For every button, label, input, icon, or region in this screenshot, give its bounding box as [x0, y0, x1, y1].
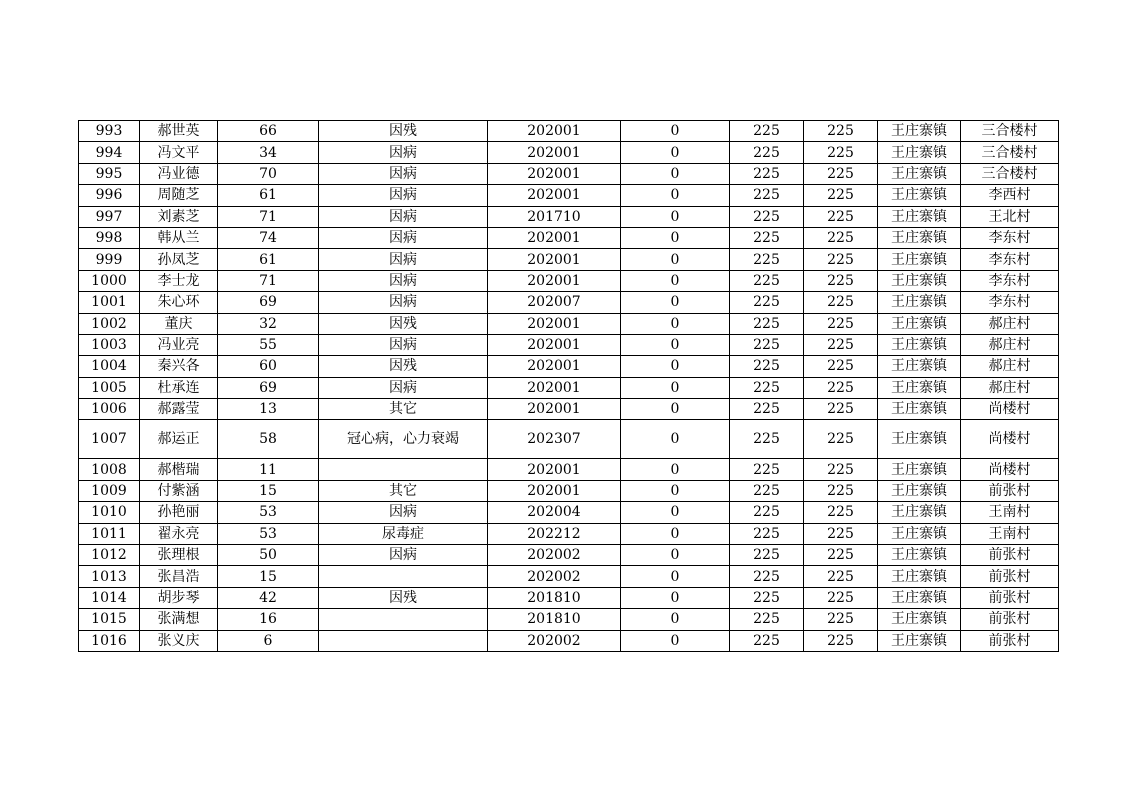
- cell-value-a: 0: [621, 292, 730, 313]
- table-row: [79, 459, 1059, 480]
- cell-start-date: 202007: [488, 292, 621, 313]
- cell-serial-number: 993: [79, 121, 140, 142]
- cell-start-date: 202001: [488, 185, 621, 206]
- roster-table-body: [79, 121, 1059, 652]
- cell-reason: [319, 566, 488, 587]
- cell-value-a: 0: [621, 523, 730, 544]
- cell-person-name: 郝楷瑞: [140, 459, 218, 480]
- table-row: [79, 313, 1059, 334]
- cell-start-date: 202001: [488, 459, 621, 480]
- cell-value-c: 225: [804, 459, 878, 480]
- cell-person-name: 冯文平: [140, 142, 218, 163]
- cell-person-name: 冯业亮: [140, 334, 218, 355]
- cell-reason: 其它: [319, 399, 488, 420]
- table-row: [79, 249, 1059, 270]
- cell-start-date: 202212: [488, 523, 621, 544]
- cell-serial-number: 996: [79, 185, 140, 206]
- cell-value-c: 225: [804, 270, 878, 291]
- cell-serial-number: 1000: [79, 270, 140, 291]
- cell-start-date: 202002: [488, 566, 621, 587]
- cell-village: 尚楼村: [961, 459, 1059, 480]
- cell-serial-number: 1004: [79, 356, 140, 377]
- cell-value-a: 0: [621, 480, 730, 501]
- cell-person-name: 董庆: [140, 313, 218, 334]
- cell-value-a: 0: [621, 502, 730, 523]
- table-row: [79, 420, 1059, 459]
- cell-age: 15: [218, 566, 319, 587]
- cell-age: 11: [218, 459, 319, 480]
- cell-town: 王庄寨镇: [878, 356, 961, 377]
- cell-reason: 冠心病，心力衰竭: [319, 420, 488, 459]
- cell-village: 王南村: [961, 502, 1059, 523]
- cell-value-c: 225: [804, 587, 878, 608]
- cell-start-date: 202001: [488, 399, 621, 420]
- cell-value-c: 225: [804, 142, 878, 163]
- cell-value-c: 225: [804, 609, 878, 630]
- cell-reason: [319, 459, 488, 480]
- cell-reason: 因残: [319, 356, 488, 377]
- cell-value-b: 225: [730, 377, 804, 398]
- cell-start-date: 202001: [488, 313, 621, 334]
- cell-value-a: 0: [621, 587, 730, 608]
- cell-town: 王庄寨镇: [878, 480, 961, 501]
- cell-serial-number: 1006: [79, 399, 140, 420]
- cell-person-name: 刘素芝: [140, 206, 218, 227]
- cell-serial-number: 1002: [79, 313, 140, 334]
- cell-town: 王庄寨镇: [878, 313, 961, 334]
- cell-value-c: 225: [804, 227, 878, 248]
- cell-person-name: 胡步琴: [140, 587, 218, 608]
- cell-value-b: 225: [730, 545, 804, 566]
- table-row: [79, 566, 1059, 587]
- table-row: [79, 545, 1059, 566]
- cell-value-c: 225: [804, 334, 878, 355]
- cell-value-b: 225: [730, 480, 804, 501]
- cell-serial-number: 1008: [79, 459, 140, 480]
- cell-reason: 因病: [319, 334, 488, 355]
- cell-serial-number: 1003: [79, 334, 140, 355]
- cell-start-date: 202001: [488, 334, 621, 355]
- cell-reason: 因病: [319, 249, 488, 270]
- cell-town: 王庄寨镇: [878, 249, 961, 270]
- cell-age: 71: [218, 270, 319, 291]
- cell-town: 王庄寨镇: [878, 270, 961, 291]
- cell-reason: [319, 630, 488, 651]
- cell-age: 55: [218, 334, 319, 355]
- cell-person-name: 张义庆: [140, 630, 218, 651]
- cell-value-a: 0: [621, 334, 730, 355]
- cell-town: 王庄寨镇: [878, 587, 961, 608]
- cell-value-b: 225: [730, 227, 804, 248]
- cell-serial-number: 1015: [79, 609, 140, 630]
- cell-person-name: 郝露莹: [140, 399, 218, 420]
- table-row: [79, 502, 1059, 523]
- cell-serial-number: 1009: [79, 480, 140, 501]
- table-row: [79, 185, 1059, 206]
- cell-village: 郝庄村: [961, 334, 1059, 355]
- cell-age: 71: [218, 206, 319, 227]
- cell-serial-number: 999: [79, 249, 140, 270]
- cell-start-date: 202004: [488, 502, 621, 523]
- cell-reason: [319, 609, 488, 630]
- cell-age: 53: [218, 523, 319, 544]
- cell-reason: 因病: [319, 545, 488, 566]
- cell-age: 50: [218, 545, 319, 566]
- cell-value-c: 225: [804, 377, 878, 398]
- cell-value-a: 0: [621, 206, 730, 227]
- cell-start-date: 202002: [488, 545, 621, 566]
- cell-value-b: 225: [730, 206, 804, 227]
- cell-start-date: 202001: [488, 163, 621, 184]
- cell-value-c: 225: [804, 630, 878, 651]
- table-row: [79, 292, 1059, 313]
- cell-value-b: 225: [730, 587, 804, 608]
- cell-value-c: 225: [804, 313, 878, 334]
- cell-value-c: 225: [804, 356, 878, 377]
- cell-serial-number: 1012: [79, 545, 140, 566]
- cell-person-name: 秦兴各: [140, 356, 218, 377]
- cell-value-a: 0: [621, 249, 730, 270]
- cell-reason: 因病: [319, 227, 488, 248]
- cell-value-a: 0: [621, 566, 730, 587]
- cell-village: 尚楼村: [961, 420, 1059, 459]
- cell-town: 王庄寨镇: [878, 420, 961, 459]
- table-row: [79, 206, 1059, 227]
- cell-village: 郝庄村: [961, 356, 1059, 377]
- cell-person-name: 付紫涵: [140, 480, 218, 501]
- cell-value-c: 225: [804, 121, 878, 142]
- cell-person-name: 孙凤芝: [140, 249, 218, 270]
- cell-village: 前张村: [961, 630, 1059, 651]
- cell-town: 王庄寨镇: [878, 163, 961, 184]
- cell-town: 王庄寨镇: [878, 609, 961, 630]
- cell-age: 66: [218, 121, 319, 142]
- cell-serial-number: 1010: [79, 502, 140, 523]
- cell-village: 前张村: [961, 609, 1059, 630]
- cell-village: 王南村: [961, 523, 1059, 544]
- cell-value-a: 0: [621, 630, 730, 651]
- cell-start-date: 202001: [488, 142, 621, 163]
- table-row: [79, 227, 1059, 248]
- cell-serial-number: 1011: [79, 523, 140, 544]
- cell-value-a: 0: [621, 270, 730, 291]
- cell-village: 前张村: [961, 545, 1059, 566]
- table-row: [79, 609, 1059, 630]
- cell-serial-number: 994: [79, 142, 140, 163]
- cell-value-a: 0: [621, 142, 730, 163]
- cell-person-name: 李士龙: [140, 270, 218, 291]
- cell-value-a: 0: [621, 420, 730, 459]
- cell-village: 王北村: [961, 206, 1059, 227]
- cell-value-b: 225: [730, 420, 804, 459]
- cell-reason: 因病: [319, 163, 488, 184]
- cell-value-c: 225: [804, 249, 878, 270]
- cell-value-c: 225: [804, 185, 878, 206]
- cell-reason: 因病: [319, 142, 488, 163]
- cell-reason: 尿毒症: [319, 523, 488, 544]
- cell-town: 王庄寨镇: [878, 566, 961, 587]
- cell-age: 6: [218, 630, 319, 651]
- cell-village: 前张村: [961, 587, 1059, 608]
- cell-village: 李东村: [961, 249, 1059, 270]
- cell-age: 32: [218, 313, 319, 334]
- table-row: [79, 121, 1059, 142]
- cell-reason: 因病: [319, 206, 488, 227]
- cell-reason: 其它: [319, 480, 488, 501]
- cell-village: 李东村: [961, 227, 1059, 248]
- cell-value-a: 0: [621, 121, 730, 142]
- cell-village: 三合楼村: [961, 163, 1059, 184]
- cell-age: 34: [218, 142, 319, 163]
- cell-village: 李东村: [961, 270, 1059, 291]
- cell-reason: 因残: [319, 121, 488, 142]
- cell-value-a: 0: [621, 313, 730, 334]
- cell-value-b: 225: [730, 334, 804, 355]
- cell-reason: 因残: [319, 587, 488, 608]
- cell-value-b: 225: [730, 185, 804, 206]
- cell-value-a: 0: [621, 227, 730, 248]
- cell-person-name: 张昌浩: [140, 566, 218, 587]
- cell-serial-number: 1014: [79, 587, 140, 608]
- cell-reason: 因残: [319, 313, 488, 334]
- cell-value-a: 0: [621, 377, 730, 398]
- cell-value-a: 0: [621, 459, 730, 480]
- cell-town: 王庄寨镇: [878, 459, 961, 480]
- cell-value-b: 225: [730, 609, 804, 630]
- cell-serial-number: 1016: [79, 630, 140, 651]
- cell-start-date: 202307: [488, 420, 621, 459]
- cell-value-c: 225: [804, 545, 878, 566]
- table-row: [79, 377, 1059, 398]
- cell-value-a: 0: [621, 185, 730, 206]
- cell-value-a: 0: [621, 356, 730, 377]
- cell-start-date: 201710: [488, 206, 621, 227]
- cell-person-name: 朱心环: [140, 292, 218, 313]
- cell-age: 69: [218, 377, 319, 398]
- cell-value-b: 225: [730, 249, 804, 270]
- cell-person-name: 周随芝: [140, 185, 218, 206]
- cell-value-b: 225: [730, 399, 804, 420]
- cell-town: 王庄寨镇: [878, 292, 961, 313]
- cell-age: 70: [218, 163, 319, 184]
- table-row: [79, 142, 1059, 163]
- cell-age: 58: [218, 420, 319, 459]
- cell-value-c: 225: [804, 420, 878, 459]
- cell-value-c: 225: [804, 480, 878, 501]
- cell-reason: 因病: [319, 270, 488, 291]
- cell-town: 王庄寨镇: [878, 545, 961, 566]
- cell-value-a: 0: [621, 163, 730, 184]
- cell-town: 王庄寨镇: [878, 185, 961, 206]
- cell-town: 王庄寨镇: [878, 377, 961, 398]
- cell-value-b: 225: [730, 523, 804, 544]
- cell-person-name: 郝运正: [140, 420, 218, 459]
- cell-reason: 因病: [319, 377, 488, 398]
- cell-age: 61: [218, 185, 319, 206]
- cell-town: 王庄寨镇: [878, 142, 961, 163]
- cell-person-name: 翟永亮: [140, 523, 218, 544]
- cell-village: 郝庄村: [961, 377, 1059, 398]
- cell-village: 前张村: [961, 480, 1059, 501]
- cell-value-a: 0: [621, 545, 730, 566]
- cell-age: 42: [218, 587, 319, 608]
- cell-start-date: 202001: [488, 270, 621, 291]
- cell-serial-number: 995: [79, 163, 140, 184]
- cell-value-a: 0: [621, 399, 730, 420]
- cell-age: 74: [218, 227, 319, 248]
- cell-serial-number: 1001: [79, 292, 140, 313]
- cell-town: 王庄寨镇: [878, 523, 961, 544]
- cell-town: 王庄寨镇: [878, 206, 961, 227]
- table-row: [79, 163, 1059, 184]
- cell-serial-number: 998: [79, 227, 140, 248]
- cell-town: 王庄寨镇: [878, 121, 961, 142]
- cell-age: 16: [218, 609, 319, 630]
- cell-person-name: 张理根: [140, 545, 218, 566]
- cell-reason: 因病: [319, 502, 488, 523]
- cell-value-c: 225: [804, 566, 878, 587]
- cell-village: 李西村: [961, 185, 1059, 206]
- cell-value-b: 225: [730, 459, 804, 480]
- table-row: [79, 480, 1059, 501]
- cell-person-name: 杜承连: [140, 377, 218, 398]
- cell-village: 郝庄村: [961, 313, 1059, 334]
- cell-value-b: 225: [730, 292, 804, 313]
- cell-person-name: 韩从兰: [140, 227, 218, 248]
- table-row: [79, 270, 1059, 291]
- cell-person-name: 孙艳丽: [140, 502, 218, 523]
- cell-value-b: 225: [730, 142, 804, 163]
- cell-reason: 因病: [319, 292, 488, 313]
- cell-reason: 因病: [319, 185, 488, 206]
- cell-start-date: 202001: [488, 356, 621, 377]
- cell-value-b: 225: [730, 502, 804, 523]
- cell-value-b: 225: [730, 566, 804, 587]
- table-row: [79, 356, 1059, 377]
- cell-value-c: 225: [804, 523, 878, 544]
- cell-person-name: 张满想: [140, 609, 218, 630]
- cell-village: 李东村: [961, 292, 1059, 313]
- cell-value-b: 225: [730, 270, 804, 291]
- cell-town: 王庄寨镇: [878, 630, 961, 651]
- cell-value-c: 225: [804, 399, 878, 420]
- cell-village: 三合楼村: [961, 121, 1059, 142]
- cell-start-date: 202001: [488, 227, 621, 248]
- cell-start-date: 202002: [488, 630, 621, 651]
- cell-value-b: 225: [730, 313, 804, 334]
- cell-value-a: 0: [621, 609, 730, 630]
- cell-village: 前张村: [961, 566, 1059, 587]
- cell-serial-number: 1005: [79, 377, 140, 398]
- cell-age: 15: [218, 480, 319, 501]
- table-row: [79, 587, 1059, 608]
- table-row: [79, 523, 1059, 544]
- table-row: [79, 334, 1059, 355]
- cell-age: 53: [218, 502, 319, 523]
- cell-value-c: 225: [804, 502, 878, 523]
- cell-value-b: 225: [730, 163, 804, 184]
- cell-serial-number: 1013: [79, 566, 140, 587]
- cell-start-date: 202001: [488, 377, 621, 398]
- cell-town: 王庄寨镇: [878, 399, 961, 420]
- cell-age: 13: [218, 399, 319, 420]
- cell-person-name: 冯业德: [140, 163, 218, 184]
- table-row: [79, 630, 1059, 651]
- cell-start-date: 201810: [488, 609, 621, 630]
- cell-serial-number: 997: [79, 206, 140, 227]
- cell-start-date: 201810: [488, 587, 621, 608]
- cell-age: 69: [218, 292, 319, 313]
- cell-value-c: 225: [804, 206, 878, 227]
- cell-start-date: 202001: [488, 121, 621, 142]
- cell-start-date: 202001: [488, 480, 621, 501]
- cell-value-c: 225: [804, 163, 878, 184]
- cell-value-c: 225: [804, 292, 878, 313]
- cell-town: 王庄寨镇: [878, 334, 961, 355]
- cell-value-b: 225: [730, 356, 804, 377]
- cell-age: 61: [218, 249, 319, 270]
- cell-value-b: 225: [730, 630, 804, 651]
- table-row: [79, 399, 1059, 420]
- cell-town: 王庄寨镇: [878, 502, 961, 523]
- cell-start-date: 202001: [488, 249, 621, 270]
- cell-serial-number: 1007: [79, 420, 140, 459]
- cell-value-b: 225: [730, 121, 804, 142]
- cell-town: 王庄寨镇: [878, 227, 961, 248]
- roster-table: [78, 120, 1059, 652]
- cell-age: 60: [218, 356, 319, 377]
- cell-village: 三合楼村: [961, 142, 1059, 163]
- cell-village: 尚楼村: [961, 399, 1059, 420]
- cell-person-name: 郝世英: [140, 121, 218, 142]
